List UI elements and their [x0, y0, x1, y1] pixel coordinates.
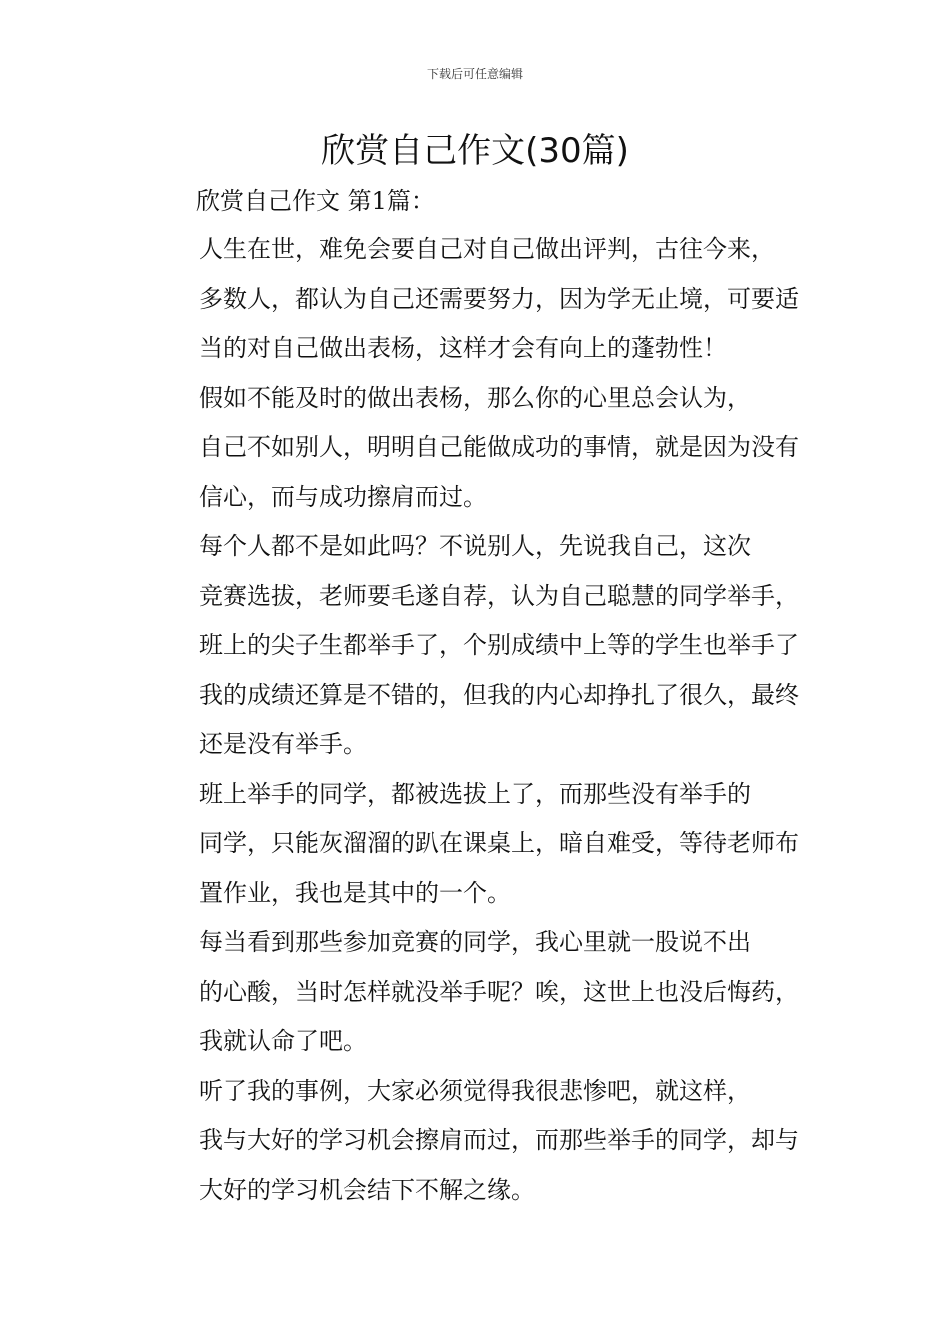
text-line: 同学，只能灰溜溜的趴在课桌上，暗自难受，等待老师布: [199, 829, 799, 857]
text-line: 人生在世，难免会要自己对自己做出评判，古往今来，: [199, 235, 775, 263]
paragraph-5: [145, 918, 825, 1067]
text-line: 每个人都不是如此吗？不说别人，先说我自己，这次: [199, 532, 751, 560]
text-line: 我就认命了吧。: [199, 1027, 367, 1055]
paragraph-4: [145, 770, 825, 919]
paragraph-1: [145, 225, 825, 374]
text-line: 的心酸，当时怎样就没举手呢？唉，这世上也没后悔药，: [199, 977, 799, 1006]
text-line: 班上的尖子生都举手了，个别成绩中上等的学生也举手了: [199, 631, 799, 659]
text-line: 自己不如别人，明明自己能做成功的事情，就是因为没有: [199, 433, 799, 461]
text-line: 每当看到那些参加竞赛的同学，我心里就一股说不出: [199, 928, 751, 956]
body-text: [145, 225, 825, 1215]
document-title: 欣赏自己作文(30篇): [321, 131, 629, 171]
text-line: 我与大好的学习机会擦肩而过，而那些举手的同学，却与: [199, 1126, 799, 1154]
section-subtitle: 欣赏自己作文 第1篇：: [196, 187, 435, 215]
text-line: 多数人，都认为自己还需要努力，因为学无止境，可要适: [199, 284, 799, 313]
paragraph-6: [145, 1067, 825, 1216]
text-line: 竞赛选拔，老师要毛遂自荐，认为自己聪慧的同学举手，: [199, 581, 799, 610]
text-line: 听了我的事例，大家必须觉得我很悲惨吧，就这样，: [199, 1076, 751, 1105]
text-line: 我的成绩还算是不错的，但我的内心却挣扎了很久，最终: [199, 680, 799, 709]
paragraph-3: [145, 522, 825, 770]
text-line: 大好的学习机会结下不解之缘。: [199, 1175, 535, 1204]
paragraph-2: [145, 374, 825, 523]
text-line: 置作业，我也是其中的一个。: [199, 878, 511, 907]
text-line: 还是没有举手。: [199, 730, 367, 758]
text-line: 假如不能及时的做出表杨，那么你的心里总会认为，: [199, 383, 751, 412]
text-line: 当的对自己做出表杨，这样才会有向上的蓬勃性！: [199, 334, 727, 362]
text-line: 班上举手的同学，都被选拔上了，而那些没有举手的: [199, 779, 751, 808]
header-note: 下载后可任意编辑: [426, 67, 523, 81]
text-line: 信心，而与成功擦肩而过。: [199, 482, 487, 511]
